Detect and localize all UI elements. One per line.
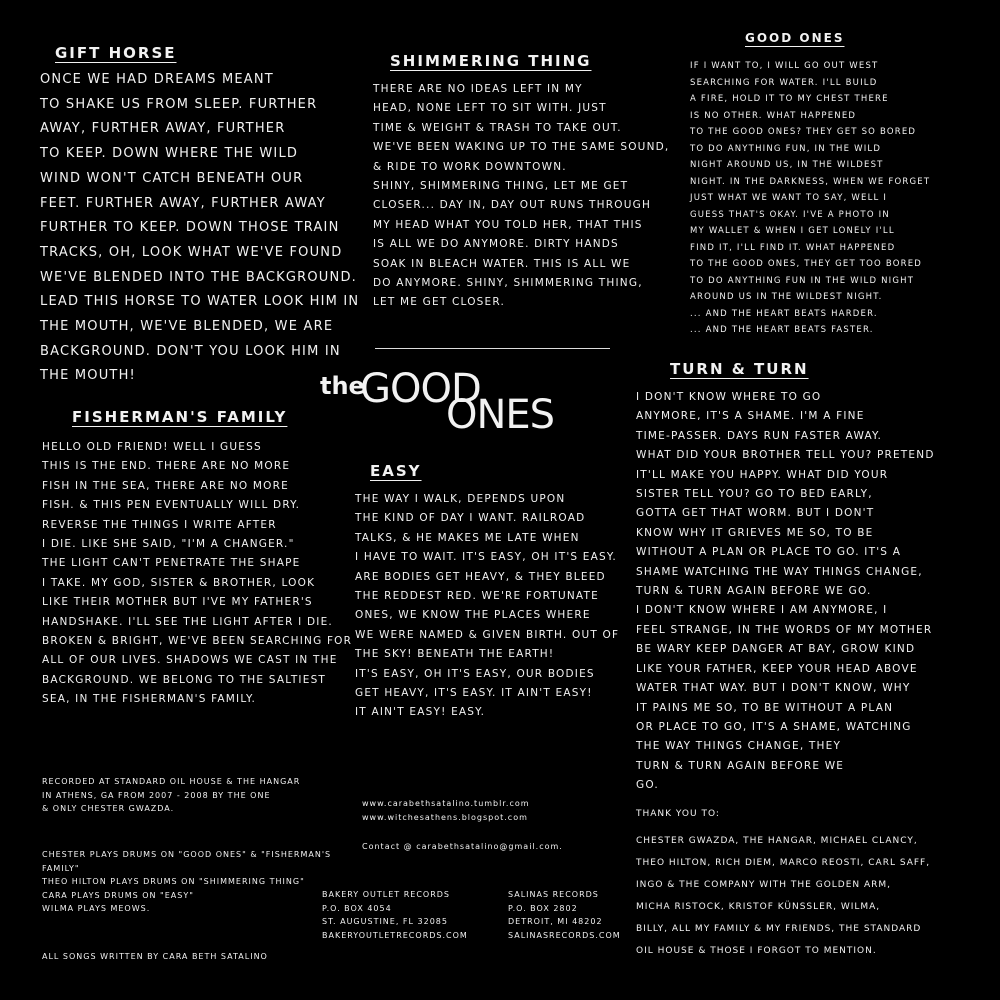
text-line: SOAK IN BLEACH WATER. THIS IS ALL WE	[373, 257, 631, 270]
text-line: FISH. & THIS PEN EVENTUALLY WILL DRY.	[42, 499, 301, 512]
text-line: WILMA PLAYS MEOWS.	[42, 904, 151, 913]
text-line: ONES, WE KNOW THE PLACES WHERE	[355, 609, 591, 622]
text-line: WE'VE BLENDED INTO THE BACKGROUND.	[40, 269, 357, 285]
text-line: I DON'T KNOW WHERE TO GO	[636, 391, 822, 403]
text-line: TURN & TURN AGAIN BEFORE WE GO.	[636, 585, 872, 598]
text-line: FURTHER TO KEEP. DOWN THOSE TRAIN	[40, 220, 340, 236]
thanks-list	[636, 830, 930, 962]
fishermans-family-title: FISHERMAN'S FAMILY	[72, 408, 288, 426]
text-line: & RIDE TO WORK DOWNTOWN.	[373, 160, 567, 173]
text-line: THE REDDEST RED. WE'RE FORTUNATE	[355, 590, 599, 603]
text-line: FISH IN THE SEA, THERE ARE NO MORE	[42, 479, 289, 492]
text-line: IS NO OTHER. WHAT HAPPENED	[690, 110, 857, 121]
text-line: BACKGROUND. DON'T YOU LOOK HIM IN	[40, 343, 341, 359]
text-line: SHAME WATCHING THE WAY THINGS CHANGE,	[636, 565, 923, 578]
text-line: IT AIN'T EASY! EASY.	[355, 706, 486, 719]
album-logo	[320, 362, 560, 442]
text-line: WHAT DID YOUR BROTHER TELL YOU? PRETEND	[636, 449, 935, 462]
text-line: TALKS, & HE MAKES ME LATE WHEN	[355, 531, 580, 544]
text-line: THE LIGHT CAN'T PENETRATE THE SHAPE	[42, 557, 301, 570]
gift-horse-lyrics	[40, 68, 359, 389]
contact-line	[362, 840, 563, 854]
text-line: A FIRE, HOLD IT TO MY CHEST THERE	[690, 94, 889, 104]
shimmering-thing-title: SHIMMERING THING	[390, 52, 592, 70]
text-line: TO KEEP. DOWN WHERE THE WILD	[40, 146, 299, 162]
text-line: BAKERY OUTLET RECORDS	[322, 890, 451, 899]
text-line: THEO HILTON, RICH DIEM, MARCO REOSTI, CARL SAFF,	[636, 858, 931, 868]
text-line: GUESS THAT'S OKAY. I'VE A PHOTO IN	[690, 209, 890, 220]
text-line: KNOW WHY IT GRIEVES ME SO, TO BE	[636, 526, 874, 539]
text-line: ST. AUGUSTINE, FL 32085	[322, 917, 448, 926]
text-line: THEO HILTON PLAYS DRUMS ON "SHIMMERING THING"	[42, 877, 305, 886]
text-line: P.O. BOX 4054	[322, 903, 392, 913]
shimmering-thing-lyrics	[373, 80, 669, 313]
logo-good: GOOD	[360, 366, 481, 412]
text-line: IT'LL MAKE YOU HAPPY. WHAT DID YOUR	[636, 468, 889, 481]
text-line: I DON'T KNOW WHERE I AM ANYMORE, I	[636, 604, 888, 617]
section-divider	[375, 348, 610, 349]
text-line: DETROIT, MI 48202	[508, 917, 603, 926]
text-line: THERE ARE NO IDEAS LEFT IN MY	[373, 83, 583, 95]
website-links	[362, 797, 530, 824]
text-line: LIKE THEIR MOTHER BUT I'VE MY FATHER'S	[42, 596, 313, 609]
drum-credits	[42, 848, 331, 916]
text-line: TIME-PASSER. DAYS RUN FASTER AWAY.	[636, 429, 883, 442]
text-line: SALINAS RECORDS	[508, 890, 599, 899]
text-line: www.carabethsatalino.tumblr.com	[362, 799, 530, 808]
text-line: THE WAY THINGS CHANGE, THEY	[636, 740, 842, 753]
text-line: AROUND US IN THE WILDEST NIGHT.	[690, 292, 883, 302]
text-line: ONCE WE HAD DREAMS MEANT	[40, 72, 274, 87]
text-line: THE SKY! BENEATH THE EARTH!	[355, 648, 555, 661]
thanks-title: THANK YOU TO:	[636, 809, 720, 819]
logo-ones: ONES	[446, 392, 555, 438]
text-line: GOTTA GET THAT WORM. BUT I DON'T	[636, 507, 875, 520]
text-line: I DIE. LIKE SHE SAID, "I'M A CHANGER."	[42, 538, 295, 551]
text-line: CHESTER GWAZDA, THE HANGAR, MICHAEL CLANCY,	[636, 836, 918, 846]
text-line: WATER THAT WAY. BUT I DON'T KNOW, WHY	[636, 682, 911, 695]
gift-horse-title: GIFT HORSE	[55, 44, 177, 62]
text-line: WE WERE NAMED & GIVEN BIRTH. OUT OF	[355, 628, 620, 641]
text-line: BE WARY KEEP DANGER AT BAY, GROW KIND	[636, 643, 916, 656]
text-line: THE MOUTH!	[40, 368, 136, 384]
text-line: LIKE YOUR FATHER, KEEP YOUR HEAD ABOVE	[636, 662, 918, 675]
text-line: LET ME GET CLOSER.	[373, 296, 506, 309]
text-line: P.O. BOX 2802	[508, 903, 578, 913]
text-line: NIGHT AROUND US, IN THE WILDEST	[690, 160, 884, 170]
text-line: THE WAY I WALK, DEPENDS UPON	[355, 493, 566, 505]
text-line: FAMILY"	[42, 863, 80, 873]
text-line: www.witchesathens.blogspot.com	[362, 812, 528, 822]
text-line: IS ALL WE DO ANYMORE. DIRTY HANDS	[373, 238, 619, 251]
text-line: TO DO ANYTHING FUN, IN THE WILD	[690, 143, 882, 154]
text-line: WE'VE BEEN WAKING UP TO THE SAME SOUND,	[373, 141, 670, 154]
text-line: ALL OF OUR LIVES. SHADOWS WE CAST IN THE	[42, 654, 338, 667]
text-line: TO SHAKE US FROM SLEEP. FURTHER	[40, 96, 318, 112]
text-line: WITHOUT A PLAN OR PLACE TO GO. IT'S A	[636, 546, 902, 559]
text-line: SEA, IN THE FISHERMAN'S FAMILY.	[42, 693, 257, 706]
text-line: I HAVE TO WAIT. IT'S EASY, OH IT'S EASY.	[355, 551, 617, 564]
text-line: IT PAINS ME SO, TO BE WITHOUT A PLAN	[636, 701, 894, 714]
text-line: TO DO ANYTHING FUN IN THE WILD NIGHT	[690, 275, 915, 286]
text-line: ... AND THE HEART BEATS HARDER.	[690, 308, 878, 319]
text-line: HEAD, NONE LEFT TO SIT WITH. JUST	[373, 102, 607, 115]
text-line: MY WALLET & WHEN I GET LONELY I'LL	[690, 226, 895, 236]
text-line: MICHA RISTOCK, KRISTOF KÜNSSLER, WILMA,	[636, 902, 881, 912]
text-line: HANDSHAKE. I'LL SEE THE LIGHT AFTER I DIE.	[42, 615, 333, 628]
text-line: AWAY, FURTHER AWAY, FURTHER	[40, 121, 286, 137]
recording-credits	[42, 775, 300, 816]
good-ones-title: GOOD ONES	[745, 31, 845, 45]
text-line: I TAKE. MY GOD, SISTER & BROTHER, LOOK	[42, 576, 316, 589]
easy-lyrics	[355, 490, 619, 723]
text-line: THE MOUTH, WE'VE BLENDED, WE ARE	[40, 319, 334, 335]
text-line: CHESTER PLAYS DRUMS ON "GOOD ONES" & "FISHERMAN'S	[42, 850, 332, 859]
text-line: CARA PLAYS DRUMS ON "EASY"	[42, 890, 194, 900]
text-line: SEARCHING FOR WATER. I'LL BUILD	[690, 77, 878, 88]
text-line: FEEL STRANGE, IN THE WORDS OF MY MOTHER	[636, 623, 933, 636]
text-line: BILLY, ALL MY FAMILY & MY FRIENDS, THE STANDARD	[636, 924, 922, 934]
logo-the: the	[320, 372, 365, 400]
turn-and-turn-lyrics	[636, 388, 935, 796]
bakery-outlet-address	[322, 888, 468, 942]
text-line: TIME & WEIGHT & TRASH TO TAKE OUT.	[373, 121, 622, 134]
text-line: SALINASRECORDS.COM	[508, 930, 621, 940]
text-line: ARE BODIES GET HEAVY, & THEY BLEED	[355, 570, 606, 583]
text-line: TO THE GOOD ONES, THEY GET TOO BORED	[690, 259, 923, 269]
easy-title: EASY	[370, 462, 422, 480]
text-line: IN ATHENS, GA FROM 2007 - 2008 BY THE ONE	[42, 790, 271, 800]
text-line: SISTER TELL YOU? GO TO BED EARLY,	[636, 488, 873, 501]
text-line: BAKERYOUTLETRECORDS.COM	[322, 930, 468, 940]
text-line: IF I WANT TO, I WILL GO OUT WEST	[690, 61, 879, 71]
text-line: REVERSE THE THINGS I WRITE AFTER	[42, 518, 277, 531]
text-line: JUST WHAT WE WANT TO SAY, WELL I	[690, 193, 888, 203]
text-line: ANYMORE, IT'S A SHAME. I'M A FINE	[636, 410, 865, 423]
text-line: GO.	[636, 779, 659, 792]
text-line: OR PLACE TO GO, IT'S A SHAME, WATCHING	[636, 720, 912, 733]
text-line: CLOSER... DAY IN, DAY OUT RUNS THROUGH	[373, 199, 652, 212]
thanks-heading	[636, 808, 720, 822]
text-line: BACKGROUND. WE BELONG TO THE SALTIEST	[42, 673, 327, 686]
text-line: BROKEN & BRIGHT, WE'VE BEEN SEARCHING FOR	[42, 635, 353, 648]
text-line: IT'S EASY, OH IT'S EASY, OUR BODIES	[355, 667, 595, 680]
good-ones-lyrics	[690, 58, 930, 339]
text-line: HELLO OLD FRIEND! WELL I GUESS	[42, 441, 262, 453]
text-line: TURN & TURN AGAIN BEFORE WE	[636, 759, 845, 772]
text-line: MY HEAD WHAT YOU TOLD HER, THAT THIS	[373, 218, 643, 231]
text-line: TRACKS, OH, LOOK WHAT WE'VE FOUND	[40, 244, 343, 260]
text-line: GET HEAVY, IT'S EASY. IT AIN'T EASY!	[355, 687, 593, 700]
turn-and-turn-title: TURN & TURN	[670, 360, 809, 378]
salinas-address	[508, 888, 621, 942]
text-line: TO THE GOOD ONES? THEY GET SO BORED	[690, 127, 917, 137]
text-line: FIND IT, I'LL FIND IT. WHAT HAPPENED	[690, 242, 896, 253]
fishermans-family-lyrics	[42, 438, 352, 710]
text-line: NIGHT. IN THE DARKNESS, WHEN WE FORGET	[690, 176, 931, 187]
text-line: RECORDED AT STANDARD OIL HOUSE & THE HANGAR	[42, 777, 301, 786]
songwriter-credit	[42, 950, 268, 964]
text-line: OIL HOUSE & THOSE I FORGOT TO MENTION.	[636, 946, 877, 956]
text-line: SHINY, SHIMMERING THING, LET ME GET	[373, 180, 629, 193]
contact-email: Contact @ carabethsatalino@gmail.com.	[362, 842, 563, 851]
songwriter-line: ALL SONGS WRITTEN BY CARA BETH SATALINO	[42, 952, 268, 961]
text-line: FEET. FURTHER AWAY, FURTHER AWAY	[40, 195, 326, 211]
text-line: DO ANYMORE. SHINY, SHIMMERING THING,	[373, 277, 643, 290]
text-line: THE KIND OF DAY I WANT. RAILROAD	[355, 512, 586, 525]
text-line: THIS IS THE END. THERE ARE NO MORE	[42, 460, 291, 473]
text-line: & ONLY CHESTER GWAZDA.	[42, 804, 175, 813]
text-line: WIND WON'T CATCH BENEATH OUR	[40, 170, 304, 186]
text-line: INGO & THE COMPANY WITH THE GOLDEN ARM,	[636, 880, 892, 890]
text-line: ... AND THE HEART BEATS FASTER.	[690, 325, 874, 335]
text-line: LEAD THIS HORSE TO WATER LOOK HIM IN	[40, 294, 360, 310]
